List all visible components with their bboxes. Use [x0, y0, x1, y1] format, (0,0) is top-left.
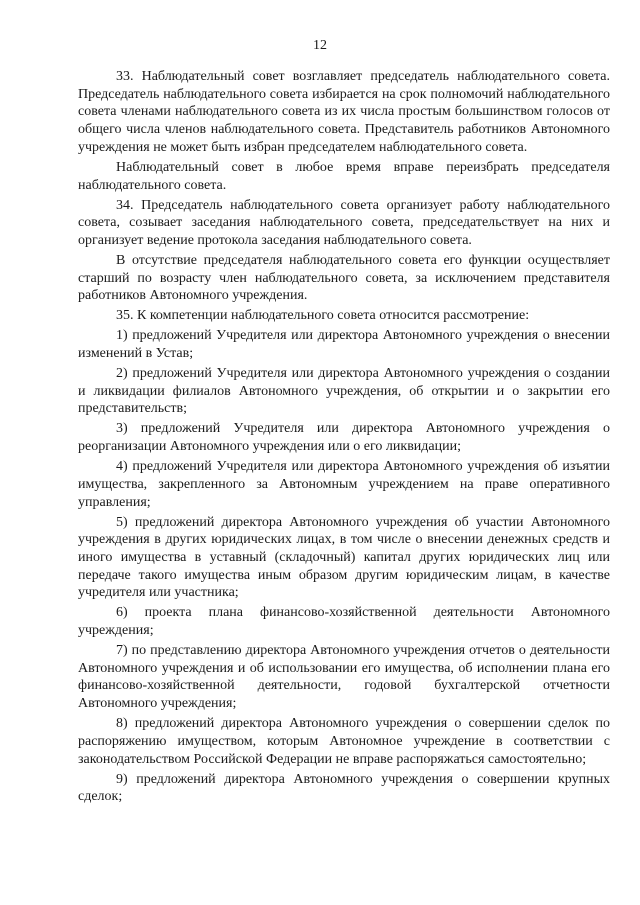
- paragraph-35-competence: 35. К компетенции наблюдательного совета относится рассмотрение:: [116, 308, 530, 324]
- document-body: [78, 68, 610, 808]
- list-item-6: 6) проекта плана финансово-хозяйственной деятельности Автономного учреждения;: [78, 605, 610, 639]
- paragraph-reelection: Наблюдательный совет в любое время вправе переизбрать председателя наблюдательного совета.: [78, 159, 610, 193]
- list-item-9: 9) предложений директора Автономного учреждения о совершении крупных сделок;: [78, 771, 610, 805]
- paragraph-34-chairman-duties: 34. Председатель наблюдательного совета организует работу наблюдательного совета, созывает заседания наблюдательного совета, председательствует на них и организует ведение протокола заседания наблюдательного совета.: [78, 197, 610, 248]
- list-item-7: 7) по представлению директора Автономного учреждения отчетов о деятельности Автономного учреждения и об использовании его имущества, об исполнении плана его финансово-хозяйственной деятельности, годовой бухгалтерской отчетности Автономного учреждения;: [78, 643, 610, 712]
- list-item-1: 1) предложений Учредителя или директора Автономного учреждения о внесении изменений в Устав;: [78, 328, 610, 362]
- list-item-8: 8) предложений директора Автономного учреждения о совершении сделок по распоряжению имуществом, которым Автономное учреждение в соответствии с законодательством Российской Федерации не вправе распоряжаться самостоятельно;: [78, 716, 610, 767]
- list-item-3: 3) предложений Учредителя или директора Автономного учреждения о реорганизации Автономного учреждения или о его ликвидации;: [78, 421, 610, 455]
- list-item-2: 2) предложений Учредителя или директора Автономного учреждения о создании и ликвидации филиалов Автономного учреждения, об открытии и о закрытии его представительств;: [78, 366, 610, 417]
- paragraph-chairman-absence: В отсутствие председателя наблюдательного совета его функции осуществляет старший по возрасту член наблюдательного совета, за исключением представителя работников Автономного учреждения.: [78, 252, 610, 304]
- list-item-5: 5) предложений директора Автономного учреждения об участии Автономного учреждения в других юридических лицах, в том числе о внесении денежных средств и иного имущества в уставный (складочный) капитал других юридических лиц или передаче такого имущества иным образом другим юридическим лицам, в качестве учредителя или участника;: [78, 514, 610, 601]
- page-number: 12: [313, 38, 327, 53]
- paragraph-33-chairman: 33. Наблюдательный совет возглавляет председатель наблюдательного совета. Председатель наблюдательного совета избирается на срок полномочий наблюдательного совета членами наблюдательного совета из их числа простым большинством голосов от общего числа членов наблюдательного совета. Представитель работников Автономного учреждения не может быть избран председателем наблюдательного совета.: [78, 69, 610, 155]
- list-item-4: 4) предложений Учредителя или директора Автономного учреждения об изъятии имущества, закрепленного за Автономным учреждением на праве оперативного управления;: [78, 459, 610, 510]
